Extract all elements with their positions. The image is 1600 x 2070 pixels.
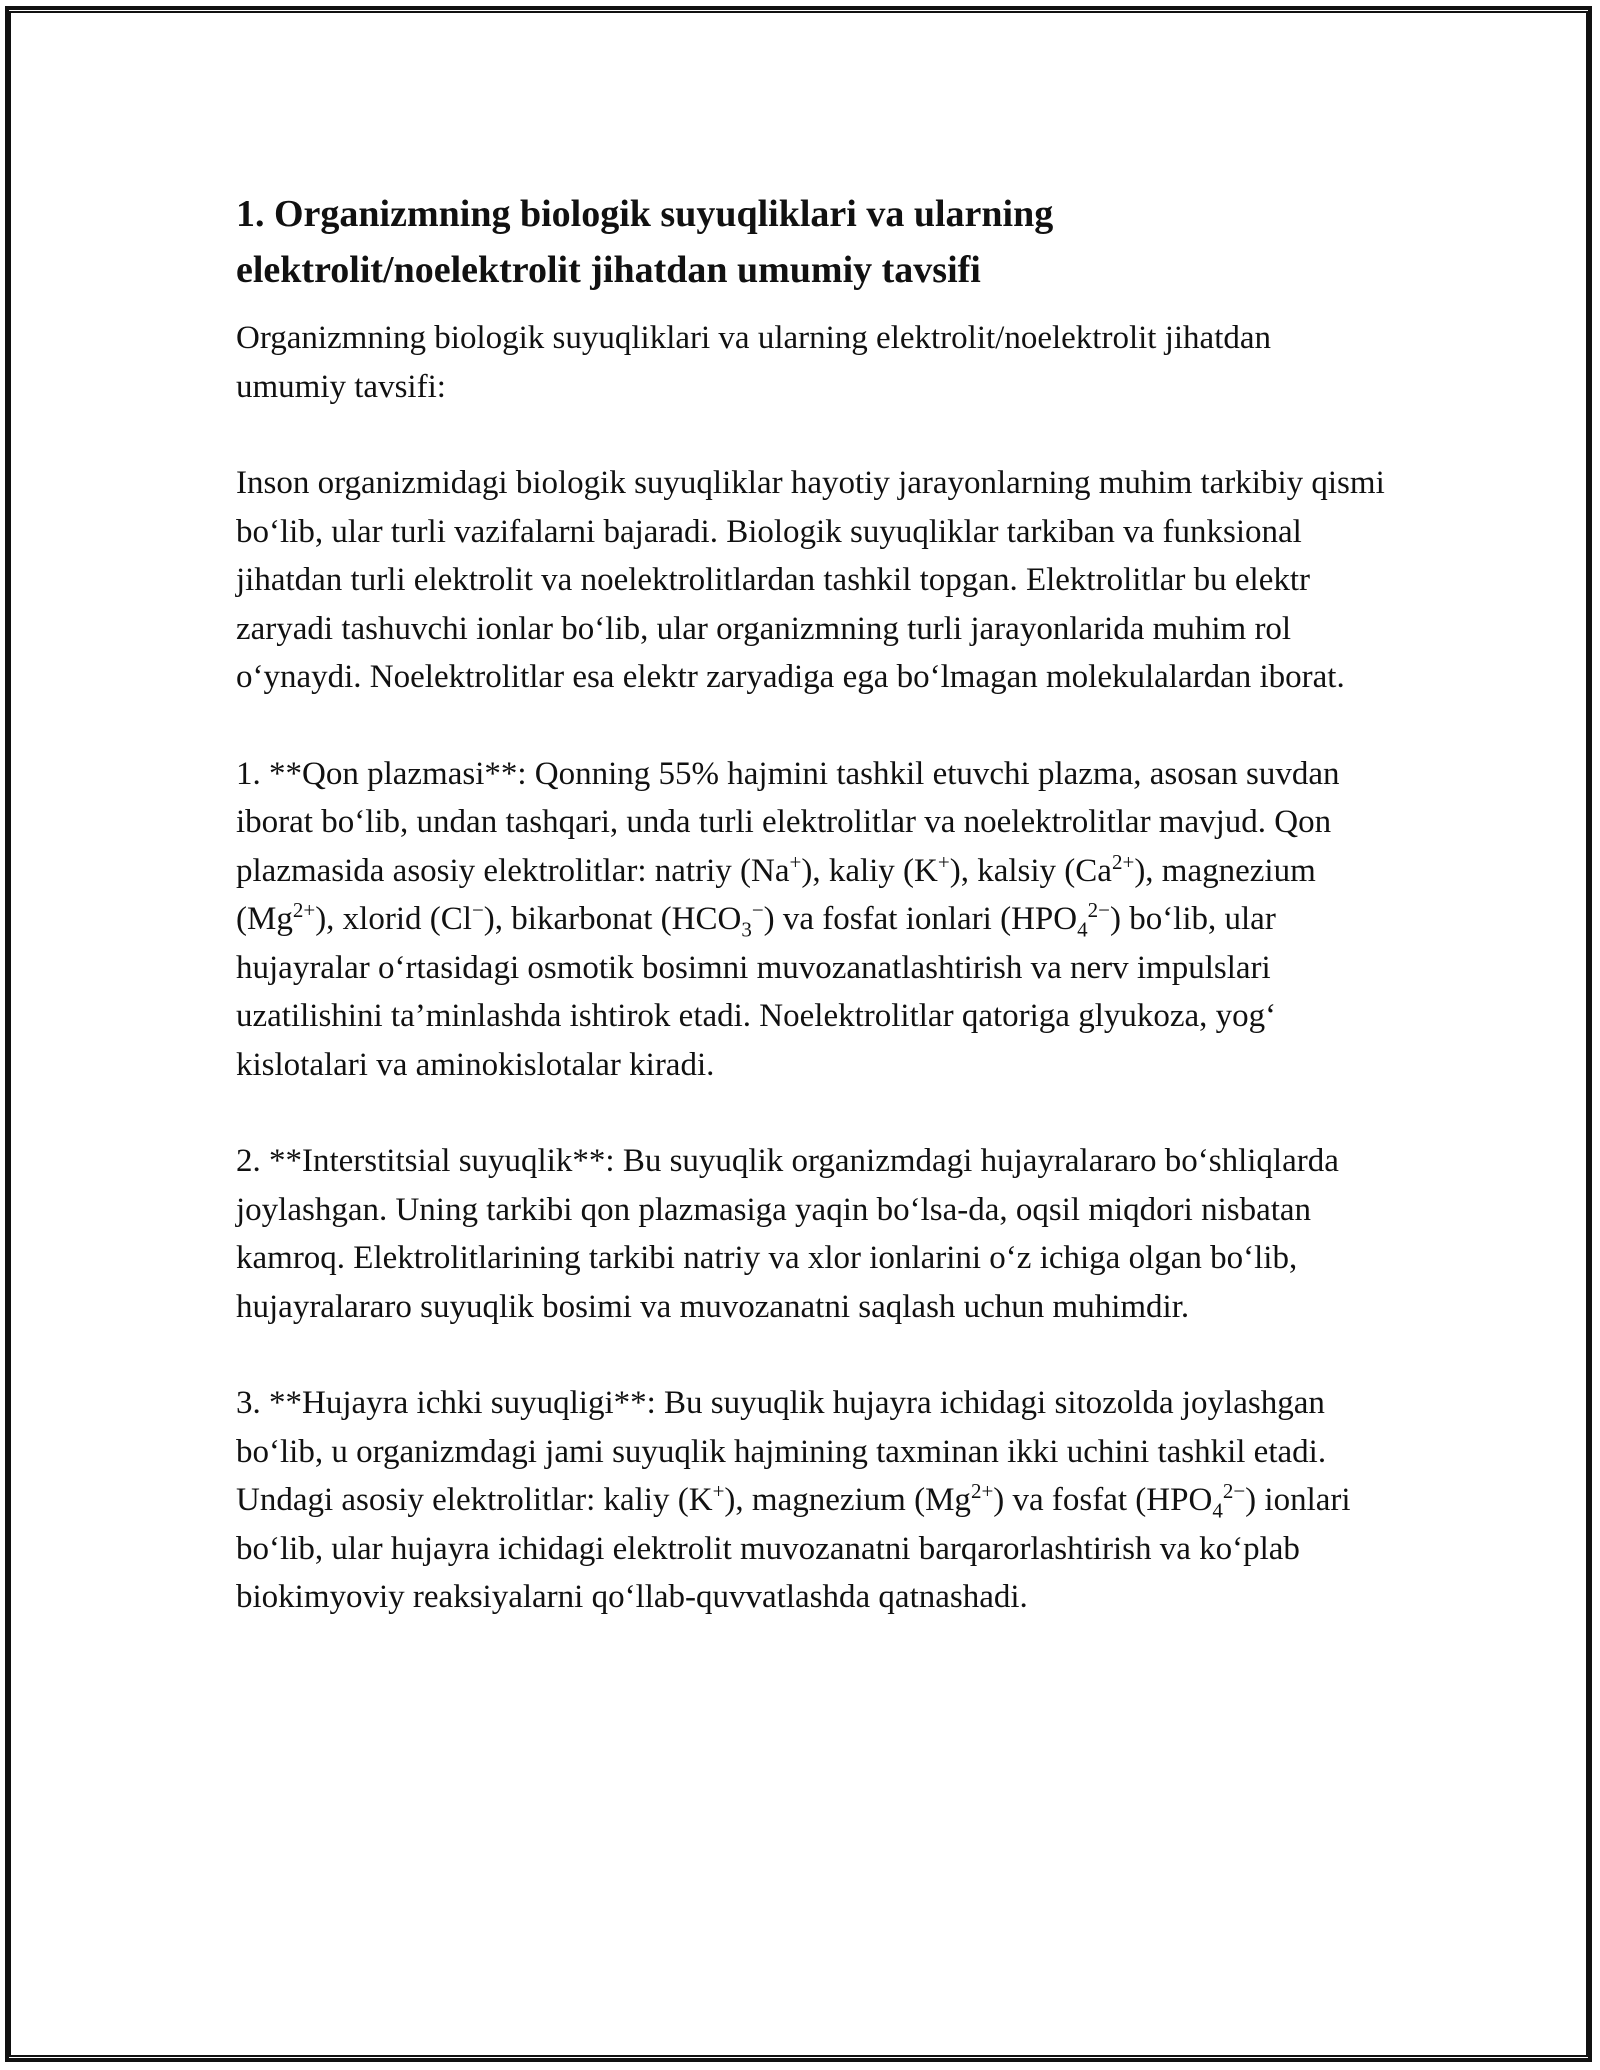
ion-potassium: K+ xyxy=(688,1479,725,1518)
ion-sodium: Na+ xyxy=(751,849,802,889)
overview-paragraph: Inson organizmidagi biologik suyuqliklar hayotiy jarayonlarning muhim tarkibiy qismi bo‘lib, ular turli vazifalarni bajaradi. Biologik suyuqliklar tarkiban va funksional jihatdan turli elektrolit va noelektrolitlardan tashkil topgan. Elektrolitlar bu elektr zaryadi tashuvchi ionlar bo‘lib, ular organizmning turli jarayonlarida muhim rol o‘ynaydi. Noelektrolitlar esa elektr zaryadiga ega bo‘lmagan molekulalardan iborat. xyxy=(236,465,1385,695)
document-body xyxy=(236,186,1386,1670)
item-intracellular-fluid: 3. **Hujayra ichki suyuqligi**: Bu suyuqlik hujayra ichidagi sitozolda joylashgan bo‘lib, u organizmdagi jami suyuqlik hajmining taxminan ikki uchini tashkil etadi. Undagi asosiy elektrolitlar: kaliy (K+), magnezium $(Mg^{2+})$ va fosfat $(HPO_4^{2-})$ ionlari bo‘lib, ular hujayra ichidagi elektrolit muvozanatni barqarorlashtirish va ko‘plab biokimyoviy reaksiyalarni qo‘llab-quvvatlashda qatnashadi. xyxy=(236,1385,1351,1615)
intro-paragraph: Organizmning biologik suyuqliklari va ularning elektrolit/noelektrolit jihatdan umumiy tavsifi: xyxy=(236,320,1272,405)
section-heading: 1. Organizmning biologik suyuqliklari va ularning elektrolit/noelektrolit jihatdan umumiy tavsifi xyxy=(236,193,1054,291)
ion-potassium: K+ xyxy=(914,849,950,889)
ion-phosphate: $HPO_4^{2-}$ xyxy=(1011,898,1110,942)
ion-magnesium: $Mg^{2+}$ xyxy=(247,898,316,937)
ion-chloride: Cl− xyxy=(440,898,484,937)
ion-magnesium: $Mg^{2+}$ xyxy=(925,1479,994,1518)
ion-calcium: $Ca^{2+}$ xyxy=(1075,849,1135,889)
item-blood-plasma: 1. **Qon plazmasi**: Qonning 55% hajmini tashkil etuvchi plazma, asosan suvdan iborat bo‘lib, undan tashqari, unda turli elektrolitlar va noelektrolitlar mavjud. Qon plazmasida asosiy elektrolitlar: natriy (Na+), kaliy (K+), kalsiy $(Ca^{2+})$, magnezium $(Mg^{2+})$, xlorid (Cl−), bikarbonat $(HCO_3^-)$ va fosfat ionlari $(HPO_4^{2-})$ bo‘lib, ular hujayralar o‘rtasidagi osmotik bosimni muvozanatlashtirish va nerv impulslari uzatilishini ta’minlashda ishtirok etadi. Noelektrolitlar qatoriga glyukoza, yog‘ kislotalari va aminokislotalar kiradi. xyxy=(236,755,1340,1083)
ion-bicarbonate: $HCO_3^-$ xyxy=(671,898,764,942)
ion-phosphate: $HPO_4^{2-}$ xyxy=(1146,1479,1246,1523)
item-interstitial-fluid: 2. **Interstitsial suyuqlik**: Bu suyuqlik organizmdagi hujayralararo bo‘shliqlarda joylashgan. Uning tarkibi qon plazmasiga yaqin bo‘lsa-da, oqsil miqdori nisbatan kamroq. Elektrolitlarining tarkibi natriy va xlor ionlarini o‘z ichiga olgan bo‘lib, hujayralararo suyuqlik bosimi va muvozanatni saqlash uchun muhimdir. xyxy=(236,1143,1339,1325)
